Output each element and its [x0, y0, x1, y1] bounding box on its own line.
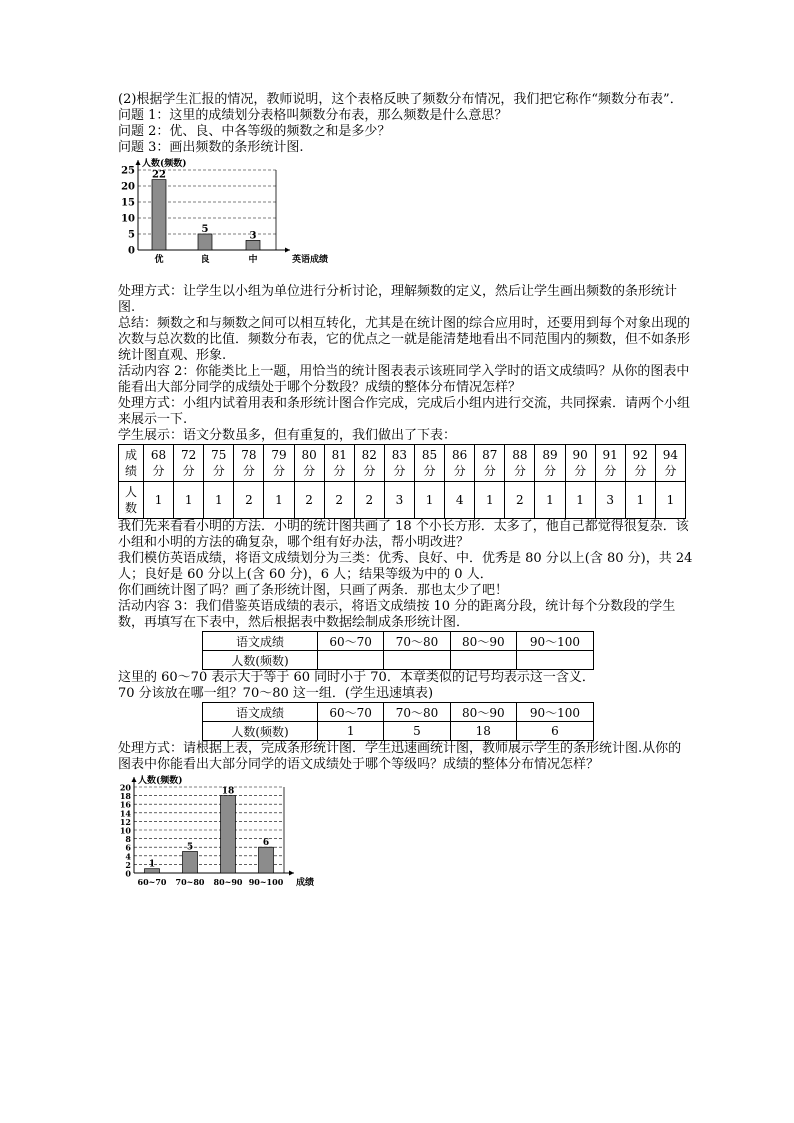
count-cell: 2 [505, 482, 535, 519]
bar [221, 796, 236, 873]
y-axis-arrow [136, 160, 141, 165]
range-cell: 80～90 [450, 632, 516, 651]
count-cell: 2 [324, 482, 354, 519]
count-head-cell: 人 数 [119, 482, 144, 519]
count-cell: 1 [174, 482, 204, 519]
score-cell: 85 分 [414, 445, 444, 482]
count-cell: 1 [475, 482, 505, 519]
count-cell: 1 [318, 722, 384, 741]
count-cell: 1 [204, 482, 234, 519]
x-axis-label: 成绩 [296, 878, 315, 888]
y-tick-label: 14 [119, 808, 131, 819]
group-table-count-row [203, 722, 594, 741]
y-axis-label: 人数(频数) [138, 776, 183, 786]
y-tick-label: 25 [121, 165, 135, 177]
score-cell: 68 分 [144, 445, 174, 482]
x-category-label: 70~80 [175, 877, 205, 887]
y-tick-label: 0 [128, 245, 135, 257]
score-cell: 78 分 [234, 445, 264, 482]
bar-value-label: 1 [148, 859, 156, 870]
x-category-label: 中 [248, 255, 258, 265]
paragraph: 70 分该放在哪一组？70～80 这一组．(学生迅速填表) [118, 686, 434, 701]
score-cell: 82 分 [354, 445, 384, 482]
count-cell: 1 [535, 482, 565, 519]
range-cell: 60～70 [318, 703, 384, 722]
group-table-range-row [203, 632, 594, 651]
score-cell: 75 分 [204, 445, 234, 482]
score-cell: 88 分 [505, 445, 535, 482]
english-score-bar-chart [118, 158, 338, 274]
x-category-label: 90~100 [248, 877, 284, 887]
count-cell: 3 [384, 482, 414, 519]
x-category-label: 80~90 [213, 877, 243, 887]
bar-value-label: 18 [221, 786, 235, 797]
paragraph: 你们画统计图了吗？画了条形统计图，只画了两条．那也太少了吧！ [118, 583, 509, 598]
y-tick-label: 16 [119, 799, 131, 810]
bar-value-label: 5 [186, 842, 194, 853]
after-table-paragraphs [118, 519, 693, 631]
score-cell: 89 分 [535, 445, 565, 482]
score-cell: 80 分 [294, 445, 324, 482]
bar [246, 240, 260, 250]
count-cell [516, 651, 593, 670]
score-head-cell: 成 绩 [119, 445, 144, 482]
paragraph: 我们先来看看小明的方法．小明的统计图共画了 18 个小长方形．太多了，他自己都觉得很复杂．该小组和小明的方法的确复杂，哪个组有好办法，帮小明改进？ [118, 519, 689, 550]
paragraph: 处理方式：让学生以小组为单位进行分析讨论，理解频数的定义，然后让学生画出频数的条形统计图. [118, 284, 678, 315]
group-table-label: 人数(频数) [203, 722, 318, 741]
score-cell: 72 分 [174, 445, 204, 482]
group-table-label: 语文成绩 [203, 703, 318, 722]
paragraph: 问题 1：这里的成绩划分表格叫频数分布表，那么频数是什么意思？ [118, 108, 508, 123]
count-cell: 1 [655, 482, 685, 519]
range-cell: 80～90 [450, 703, 516, 722]
group-table-empty [202, 631, 594, 670]
x-category-label: 优 [154, 255, 164, 265]
y-tick-label: 6 [125, 842, 131, 853]
bar-value-label: 5 [201, 224, 209, 235]
document-page [118, 92, 693, 897]
count-cell [450, 651, 516, 670]
bar [152, 180, 166, 250]
count-cell: 6 [516, 722, 593, 741]
range-cell: 90～100 [516, 703, 593, 722]
paragraph: 处理方式：小组内试着用表和条形统计图合作完成，完成后小组内进行交流，共同探索．请两个小组来展示一下. [118, 396, 691, 427]
x-category-label: 良 [200, 255, 210, 265]
paragraph: 问题 3：画出频数的条形统计图. [118, 140, 304, 155]
y-tick-label: 5 [128, 229, 135, 241]
score-cell: 81 分 [324, 445, 354, 482]
between-tables-paragraphs [118, 670, 693, 702]
group-table-count-row [203, 651, 594, 670]
count-cell: 1 [625, 482, 655, 519]
score-cell: 83 分 [384, 445, 414, 482]
score-cell: 86 分 [445, 445, 475, 482]
count-cell: 3 [595, 482, 625, 519]
y-tick-label: 2 [125, 859, 131, 870]
score-cell: 91 分 [595, 445, 625, 482]
chinese-score-chart-svg [118, 775, 338, 897]
count-cell: 1 [264, 482, 294, 519]
y-axis-label: 人数(频数) [142, 159, 187, 169]
range-cell: 60～70 [318, 632, 384, 651]
paragraph: 活动内容 3：我们借鉴英语成绩的表示，将语文成绩按 10 分的距离分段，统计每个分数段的学生数，再填写在下表中，然后根据表中数据绘制成条形统计图． [118, 599, 676, 630]
paragraph: (2)根据学生汇报的情况，教师说明，这个表格反映了频数分布情况，我们把它称作“频数分布表”． [118, 92, 683, 107]
x-axis-label: 英语成绩 [292, 255, 329, 265]
paragraph: 活动内容 2：你能类比上一题，用恰当的统计图表表示该班同学入学时的语文成绩吗？从你的图表中能看出大部分同学的成绩处于哪个分数段？成绩的整体分布情况怎样？ [118, 364, 690, 395]
range-cell: 90～100 [516, 632, 593, 651]
count-cell [384, 651, 450, 670]
count-cell: 2 [294, 482, 324, 519]
group-table-label: 人数(频数) [203, 651, 318, 670]
count-cell: 1 [144, 482, 174, 519]
paragraph: 学生展示：语文分数虽多，但有重复的，我们做出了下表： [118, 428, 457, 443]
x-category-label: 60~70 [137, 877, 167, 887]
count-cell [318, 651, 384, 670]
group-table-label: 语文成绩 [203, 632, 318, 651]
bar-value-label: 6 [262, 838, 270, 849]
y-tick-label: 15 [121, 197, 135, 209]
bar-value-label: 22 [152, 169, 166, 181]
count-cell: 5 [384, 722, 450, 741]
y-tick-label: 10 [119, 825, 131, 836]
y-tick-label: 4 [125, 851, 131, 862]
paragraph: 处理方式：请根据上表，完成条形统计图．学生迅速画统计图，教师展示学生的条形统计图.从你的图表中你能看出大部分同学的语文成绩处于哪个等级吗？成绩的整体分布情况怎样？ [118, 741, 682, 772]
paragraph: 我们模仿英语成绩，将语文成绩划分为三类：优秀、良好、中．优秀是 80 分以上(含 80 分)，共 24 人；良好是 60 分以上(含 60 分)，6 人；结果等级为中的 0 人． [118, 551, 693, 582]
score-cell: 92 分 [625, 445, 655, 482]
y-tick-label: 20 [119, 782, 131, 793]
bar-value-label: 3 [249, 230, 257, 242]
bar [183, 852, 198, 874]
y-tick-label: 8 [125, 834, 131, 845]
range-cell: 70～80 [384, 632, 450, 651]
x-axis-arrow [285, 248, 290, 253]
english-score-chart-svg [118, 158, 338, 274]
bar [198, 234, 212, 250]
paragraph: 这里的 60～70 表示大于等于 60 同时小于 70．本章类似的记号均表示这一含义． [118, 670, 595, 685]
bar [259, 847, 274, 873]
score-cell: 90 分 [565, 445, 595, 482]
count-cell: 4 [445, 482, 475, 519]
intro-paragraphs [118, 92, 693, 156]
count-cell: 2 [234, 482, 264, 519]
score-cell: 87 分 [475, 445, 505, 482]
x-axis-arrow [289, 871, 294, 876]
count-cell: 18 [450, 722, 516, 741]
paragraph: 问题 2：优、良、中各等级的频数之和是多少？ [118, 124, 391, 139]
y-tick-label: 20 [121, 181, 135, 193]
y-tick-label: 12 [119, 816, 131, 827]
paragraph: 总结：频数之和与频数之间可以相互转化，尤其是在统计图的综合应用时，还要用到每个对象出现的次数与总次数的比值．频数分布表，它的优点之一就是能清楚地看出不同范围内的频数，但不如条形统计图直观、形象. [118, 316, 691, 363]
y-axis-arrow [132, 777, 137, 782]
score-cell: 79 分 [264, 445, 294, 482]
middle-paragraphs [118, 284, 693, 444]
count-cell: 1 [565, 482, 595, 519]
y-tick-label: 0 [125, 868, 131, 879]
range-cell: 70～80 [384, 703, 450, 722]
y-tick-label: 10 [121, 213, 135, 225]
group-table-filled [202, 702, 594, 741]
count-cell: 2 [354, 482, 384, 519]
score-cell: 94 分 [655, 445, 685, 482]
y-tick-label: 18 [119, 791, 131, 802]
chinese-score-bar-chart [118, 775, 338, 897]
score-row [119, 445, 686, 482]
count-row [119, 482, 686, 519]
score-table [118, 444, 686, 519]
group-table-range-row [203, 703, 594, 722]
count-cell: 1 [414, 482, 444, 519]
